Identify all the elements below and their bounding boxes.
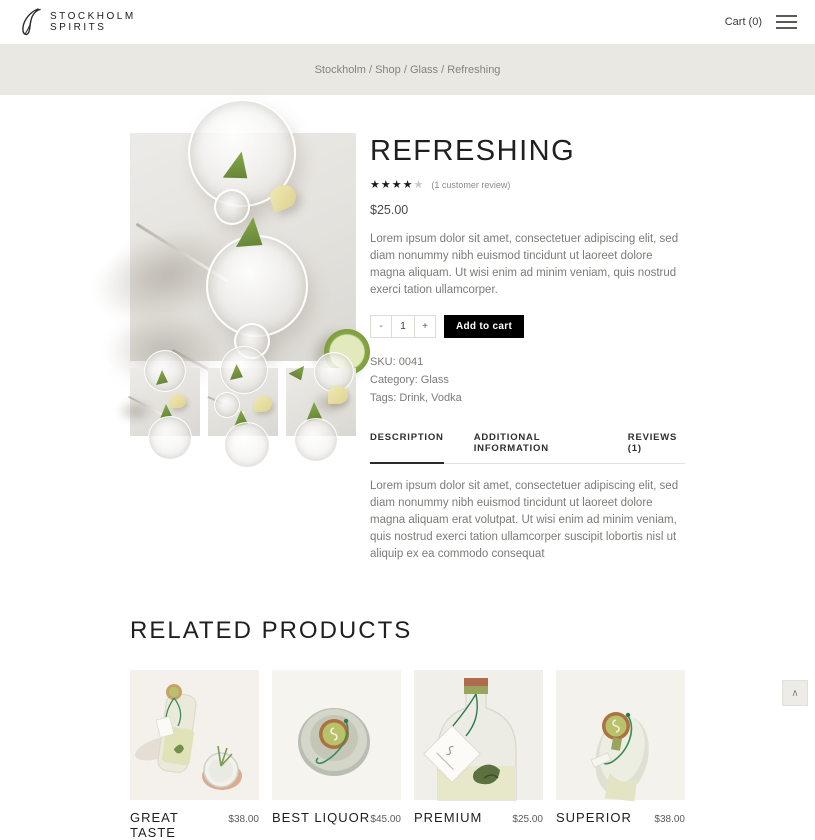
sku-value: 0041 — [398, 356, 424, 368]
brand-name: STOCKHOLM SPIRITS — [50, 11, 136, 33]
related-product-premium[interactable] — [414, 670, 543, 840]
breadcrumb[interactable]: Stockholm / Shop / Glass / Refreshing — [314, 63, 501, 76]
product-gallery — [130, 133, 356, 563]
tags-label: Tags: — [370, 392, 397, 404]
breadcrumb-band — [0, 44, 815, 95]
thumbnail-1[interactable] — [130, 368, 200, 436]
header — [0, 0, 815, 44]
related-product-name: GREAT TASTE — [130, 810, 179, 840]
product-price: $25.00 — [370, 203, 409, 217]
thumbnail-2[interactable] — [208, 368, 278, 436]
category-label: Category: — [370, 374, 418, 386]
product-tabs — [370, 426, 685, 464]
review-count-link[interactable]: (1 customer review) — [431, 179, 511, 190]
tags-value-links[interactable]: Drink, Vodka — [399, 392, 462, 404]
star-rating: ★★★★★ — [370, 179, 425, 191]
brand-logo[interactable] — [18, 7, 136, 37]
cart-link[interactable]: Cart (0) — [724, 16, 762, 28]
related-product-price: $38.00 — [228, 814, 259, 825]
chevron-up-icon: ∧ — [791, 687, 799, 699]
tab-reviews[interactable]: REVIEWS (1) — [627, 432, 678, 454]
tab-content: Lorem ipsum dolor sit amet, consectetuer adipiscing elit, sed diam nonummy nibh euismod tincidunt ut laoreet dolore magna aliquam erat volutpat. Ut wisi enim ad minim veniam, quis nostrud exerci tation ullamcorper suscipit lobortis nisl ut aliquip ex ea commodo consequat — [370, 480, 679, 560]
cocktail-glass-large — [206, 235, 308, 337]
quantity-stepper — [370, 315, 436, 338]
product-main-image[interactable] — [130, 133, 356, 361]
header-right — [725, 11, 797, 33]
tab-description[interactable]: DESCRIPTION — [370, 426, 444, 464]
category-value-link[interactable]: Glass — [420, 374, 449, 386]
product-image-bottle-and-glass — [130, 670, 259, 800]
related-product-name: PREMIUM — [414, 810, 483, 825]
thumbnail-row — [130, 368, 356, 436]
product-info — [370, 133, 685, 563]
product-image-bottle-top-view — [272, 670, 401, 800]
related-product-price: $38.00 — [654, 814, 685, 825]
add-to-cart-button[interactable]: Add to cart — [444, 315, 524, 338]
buy-row — [370, 315, 685, 338]
tags-row — [370, 392, 685, 404]
quantity-increase-button[interactable]: + — [414, 315, 436, 338]
product-title: REFRESHING — [370, 135, 576, 167]
related-products-heading: RELATED PRODUCTS — [130, 617, 413, 644]
tab-additional-information[interactable]: ADDITIONAL INFORMATION — [473, 432, 549, 454]
product-image-bottle-closeup — [414, 670, 543, 800]
related-product-name: SUPERIOR — [556, 810, 632, 825]
quantity-decrease-button[interactable]: - — [370, 315, 392, 338]
product-image-bottle-angled-top — [556, 670, 685, 800]
scroll-to-top-button[interactable] — [782, 680, 808, 706]
main-content — [130, 133, 685, 840]
thumbnail-3[interactable] — [286, 368, 356, 436]
menu-icon[interactable] — [776, 11, 797, 33]
brand-s-icon — [18, 7, 44, 37]
related-product-price: $25.00 — [512, 814, 543, 825]
product-description: Lorem ipsum dolor sit amet, consectetuer adipiscing elit, sed diam nonummy nibh euismod tincidunt ut laoreet dolore magna aliquam. Ut wisi enim ad minim veniam, quis nostrud exerci tation ullamcorper. — [370, 233, 679, 296]
glass-stem-base — [214, 189, 250, 225]
related-product-great-taste[interactable] — [130, 670, 259, 840]
quantity-value[interactable]: 1 — [392, 315, 414, 338]
product-meta — [370, 356, 685, 404]
rating-row — [370, 178, 685, 191]
sku-label: SKU: — [370, 356, 396, 368]
related-product-best-liquor[interactable] — [272, 670, 401, 840]
sku-row — [370, 356, 685, 368]
related-product-price: $45.00 — [370, 814, 401, 825]
related-product-name: BEST LIQUOR — [272, 810, 371, 825]
related-products-row — [130, 670, 685, 840]
category-row — [370, 374, 685, 386]
related-product-superior[interactable] — [556, 670, 685, 840]
